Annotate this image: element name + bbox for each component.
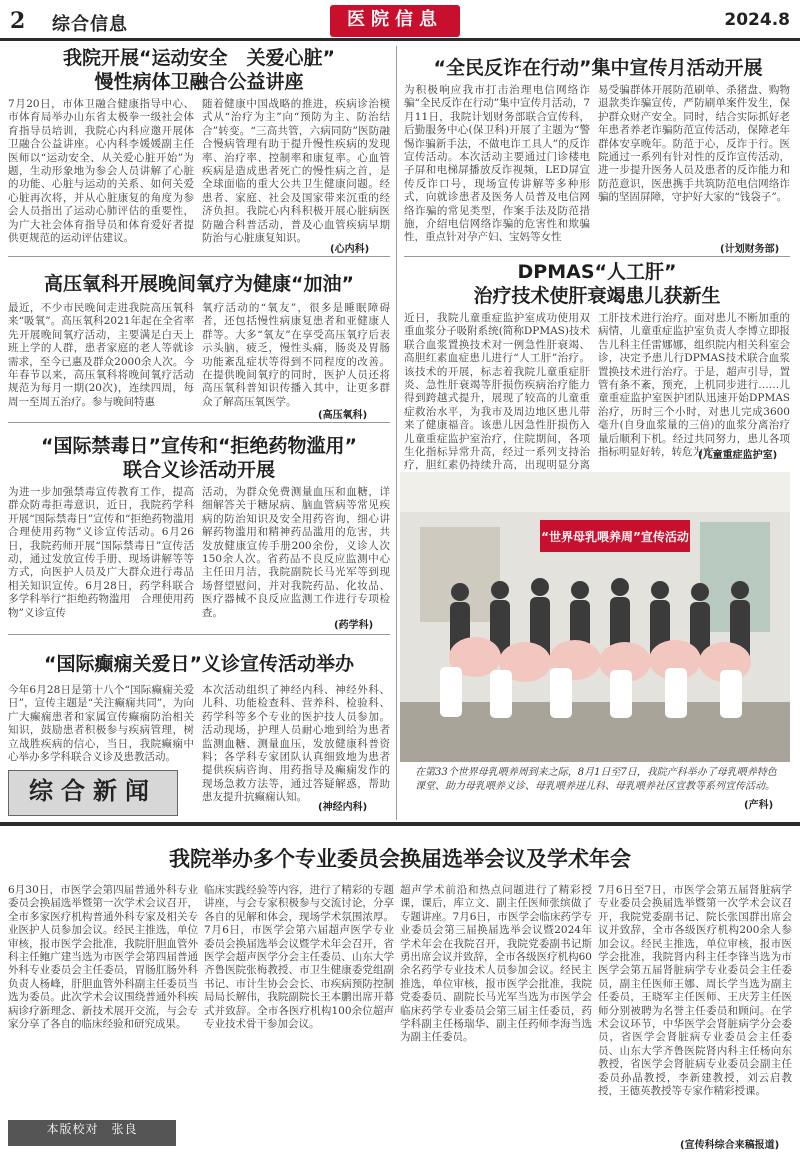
committee-credit: (宣传科综合来稿报道) <box>680 1140 780 1151</box>
section-label <box>8 770 178 816</box>
section-rule <box>0 822 800 826</box>
section-label-text: 综合新闻 <box>29 777 157 805</box>
oxygen-headline: 高压氧科开展晚间氧疗为健康“加油” <box>44 273 354 295</box>
fraud-col1: 为积极响应我市打击治理电信网络诈骗“全民反诈在行动”集中宣传月活动，7月11日，我院计划财务部联合宣传科，后勤服务中心(保卫科)开展了主题为“警惕诈骗新手法，不做电诈工具人”的反诈宣传活动。本次活动主要通过门诊楼电子屏和电梯屏播放反诈视频，LED屏宣传反诈口号，现场宣传讲解等多种形式，向就诊患者及医务人员普及电信网络诈骗的常见类型，作案手法及防范措施，介绍电信网络诈骗的危害性和欺骗性，重点针对孕产妇、宝妈等女性 <box>404 84 590 244</box>
oxygen-col2: 氧疗活动的“氧友”，很多是睡眠障碍者，还包括慢性病康复患者和亚健康人群等。大多“氧友”在享受高压氧疗后表示头脑，疲乏，慢性头痛，肠炎及胃肠功能紊乱症状等得到不同程度的改善。在提供晚间氧疗的同时，医护人员还将高压氧科普知识传播入其中，让更多群众了解高压氧医学。 <box>202 302 390 408</box>
divider <box>8 634 390 635</box>
dpmas-headline <box>404 260 790 308</box>
event-photo <box>400 472 790 762</box>
photo-credit: (产科) <box>744 800 774 811</box>
committee-col2: 临床实践经验等内容，进行了精彩的专题讲座，与会专家积极参与交流讨论，分享各自的见解和体会，现场学术氛围浓厚。7月6日，市医学会第六届超声医学专业委员会换届选举会议暨学术年会召开，省医学会超声医学分会主任委员、山东大学齐鲁医院张梅教授、市卫生健康委党组副书记、市计生协会会长、市疾病预防控制局局长解伟，我院副院长王本鹏出席开幕式并致辞。全市各医疗机构100余位超声专业技术骨干参加会议。 <box>204 884 394 1031</box>
committee-col3: 超声学术前沿和热点问题进行了精彩授课，课后，库立文、副主任医师张缤做了专题讲座。7月6日，市医学会临床药学专业委员会第三届换届选举会议暨2024年学术年会在我院召开，我院党委副书记斯勇出席会议并致辞，全市各级医疗机构60余名药学专业技术人员参加会议。经民主推选，单位审核，报市医学会批准，我院党委委员、副院长马光军当选为市医学会临床药学专业委员会第三届主任委员，药学科副主任杨瑞华、副主任药师李海当选为副主任委员。 <box>400 884 592 1044</box>
sports-title-line2: 慢性病体卫融合公益讲座 <box>94 71 304 93</box>
proofreader-text: 本版校对 张良 <box>46 1122 138 1136</box>
page-number: 2 <box>10 8 26 34</box>
photo-caption: 在第33个世界母乳喂养周到来之际，8月1日至7日，我院产科举办了母乳喂养特色课堂、助力母乳喂养义诊、母乳喂养进儿科、母乳喂养社区宣教等系列宣传活动。 <box>415 767 777 792</box>
epilepsy-headline: “国际癫痫关爱日”义诊宣传活动举办 <box>44 653 354 675</box>
sports-headline <box>8 46 390 94</box>
epilepsy-col1: 今年6月28日是第十八个“国际癫痫关爱日”，宣传主题是“关注癫痫共同”，为向广大癫痫患者和家属宣传癫痫防治相关知识，鼓励患者积极参与疾病管理，树立战胜疾病的信心，当日，我院癫痫中心举办多学科联合义诊及患教活动。 <box>8 684 194 764</box>
masthead-rule <box>0 38 800 41</box>
fraud-headline: “全民反诈在行动”集中宣传月活动开展 <box>433 57 763 79</box>
committee-headline: 我院举办多个专业委员会换届选举会议及学术年会 <box>169 847 631 871</box>
drug-col1: 为进一步加强禁毒宣传教育工作，提高群众防毒拒毒意识，近日，我院药学科开展“国际禁毒日”宣传和“拒绝药物滥用 合理使用药物”义诊宣传活动。6月26日，我院药师开展“国际禁毒日”宣传活动，通过发放宣传手册、现场讲解等等方式，向医护人员及广大群众进行毒品相关知识宣传。6月28日，药学科联合多学科举行“拒绝药物滥用 合理使用药物”义诊宣传 <box>8 486 205 619</box>
sports-title-line1: 我院开展“运动安全 关爱心脏” <box>63 47 335 69</box>
divider <box>8 256 390 257</box>
event-photo-illustration <box>400 472 790 762</box>
column-divider <box>396 46 397 820</box>
issue-date: 2024.8 <box>724 10 790 30</box>
divider <box>8 422 390 423</box>
sports-col1: 7月20日，市体卫融合健康指导中心、市体育局举办山东省太极拳一级社会体育指导员培训，我院心内科应邀开展体卫融合公益讲座。心内科李媛媛副主任医师以“运动安全、从关爱心脏开始”为题，生动形象地为参会人员讲解了心脏的功能、心脏与运动的关系、如何关爱心脏再次将，并从心脏康复的角度为参会人员指出了运动心肺评估的重要性，为广大社会体育指导员和体育爱好者提供更规范的运动评估建议。 <box>8 98 194 245</box>
drug-headline <box>8 434 390 482</box>
photo-banner-text: “世界母乳喂养周”宣传活动 <box>541 530 689 544</box>
fraud-col2: 易受骗群体开展防范刷单、杀猪盘、购物退款类诈骗宣传，严防刷单案件发生，保护群众财产安全。同时，结合实际抓好老年患者养老诈骗防范宣传活动，保障老年群体安享晚年。防范于心，反诈于行。医院通过一系列有针对性的反诈宣传活动，进一步提升医务人员及患者的反诈能力和防范意识，医患携手共筑防范电信网络诈骗的坚固屏障，守护好大家的“钱袋子”。 <box>598 84 790 204</box>
oxygen-credit: (高压氧科) <box>318 410 368 421</box>
sports-credit: (心内科) <box>330 244 370 255</box>
dpmas-col2: 工肝技术进行治疗。面对患儿不断加重的病情，儿童重症监护室负责人李博立即报告儿科主任雷娜娜，组织院内相关科室会诊，决定予患儿行DPMAS技术联合血浆置换技术进行治疗。于是，超声引导，置管有条不紊，预充，上机同步进行……儿童重症监护室医护团队迅速开始DPMAS治疗，历时三个小时，对患儿完成3600毫升(自身血浆量的三倍)的血浆分离治疗量后顺利下机。经过共同努力，患儿各项指标明显好转，转危为安。 <box>598 312 790 459</box>
sports-col2: 随着健康中国战略的推进，疾病诊治模式从“治疗为主”向“预防为主、防治结合”转变。“三高共管，六病同防”医防融合慢病管理有助于提升慢性疾病的发现率、治疗率、控制率和康复率。心血管疾病是造成患者死亡的慢性病之首，是全球面临的重大公共卫生健康问题。经患者、家庭、社会及国家带来沉重的经济负担。我院心内科积极开展心脏病医防融合科普活动，普及心血管疾病早期防治与心脏康复知识。 <box>202 98 390 245</box>
fraud-credit: (计划财务部) <box>720 244 780 255</box>
dpmas-title-line2: 治疗技术使肝衰竭患儿获新生 <box>473 285 721 307</box>
epilepsy-col2: 本次活动组织了神经内科、神经外科、儿科、功能检查科、营养科、检验科、药学科等多个专业的医护技人员参加。活动现场，护理人员耐心地到给为患者监测血糖、测量血压，发放健康科普资料；各学科专家团队认真细致地为患者提供疾病咨询、用药指导及癫痫发作的现场急救方法等，通过答疑解惑，帮助患友提升抗癫痫认知。 <box>202 684 390 804</box>
divider <box>404 256 790 257</box>
drug-title-line2: 联合义诊活动开展 <box>122 459 275 481</box>
proofreader-box <box>8 1120 176 1146</box>
committee-col1: 6月30日，市医学会第四届普通外科专业委员会换届选举暨第一次学术会议召开，全市多家医疗机构普通外科专家及相关专业医护人员参加会议。经民主推选，单位审核，报市医学会批准，我院肝胆血管外科主任鲍广建当选为市医学会第四届普通外科专业委员会主任委员，胃肠肛肠外科负责人杨峰，肝胆血管外科副主任委员当选为委员。此次学术会议围绕普通外科疾病诊疗新理念、新技术展开交流，与会专家分享了各自的临床经验和研究成果。 <box>8 884 198 1031</box>
epilepsy-credit: (神经内科) <box>318 802 368 813</box>
dpmas-credit: (儿童重症监护室) <box>698 450 778 461</box>
dpmas-col1: 近日，我院儿童重症监护室成功使用双重血浆分子吸附系统(简称DPMAS)技术联合血浆置换技术对一例急性肝衰竭、高胆红素血症患儿进行“人工肝”治疗。该技术的开展，标志着我院儿童重症肝炎、急性肝衰竭等肝损伤疾病治疗能力得到跨越式提升，展现了较高的儿童重症救治水平，为我市及周边地区患儿带来了健康福音。该患儿因急性肝损伤入儿童重症监护室治疗，住院期间，各项生化指标异常升高，经过一系列支持治疗，胆红素仍持续升高，出现明显分离 <box>404 312 590 472</box>
newspaper-logo <box>330 5 460 37</box>
oxygen-col1: 最近，不少市民晚间走进我院高压氧科来“吸氧”。高压氧科2021年起在全省率先开展晚间氧疗活动，主要满足白天上班上学的人群，患者家庭的老人等就诊需求，至今已惠及群众2000余人次。今年春节以来，高压氧科将晚间氧疗活动规范为每月一期(20次)，连续四周，每周一至周五治疗。参与晚间特惠 <box>8 302 194 408</box>
committee-col4: 7月6日至7日，市医学会第五届肾脏病学专业委员会换届选举暨第一次学术会议召开，我院党委副书记、院长张国群出席会议并致辞，全市各级医疗机构200余人参加会议。经民主推选，单位审核，报市医学会批准，我院肾内科主任李锋当选为市医学会第五届肾脏病学专业委员会主任委员，副主任医师王娜、周长学当选为副主任委员，王晓军主任医师、王庆芳主任医师分别被聘为名誉主任委员和顾问。在学术会议环节，中华医学会肾脏病学分会委员，省医学会肾脏病专业委员会主任委员、山东大学齐鲁医院肾内科主任杨向东教授，省医学会肾脏病专业委员会副主任委员孙晶教授，李新建教授，刘云启教授，王德英教授等专家作精彩授课。 <box>598 884 792 1098</box>
logo-text: 医院信息 <box>347 9 443 30</box>
dpmas-title-line1: DPMAS“人工肝” <box>517 261 677 283</box>
drug-credit: (药学科) <box>334 620 374 631</box>
masthead <box>0 0 800 42</box>
drug-col2: 活动，为群众免费测量血压和血糖，详细解答关于糖尿病、脑血管病等常见疾病的防治知识及安全用药咨询，细心讲解药物滥用和精神药品滥用的危害，共发放健康宣传手册200余份，义诊人次150余人次。省药品不良反应监测中心主任田月洁，我院副院长马光军等到现场督望慰问，并对我院药品、化妆品、医疗器械不良反应监测工作进行专项检查。 <box>202 486 390 619</box>
column-name: 综合信息 <box>52 14 128 35</box>
drug-title-line1: “国际禁毒日”宣传和“拒绝药物滥用” <box>41 435 357 457</box>
